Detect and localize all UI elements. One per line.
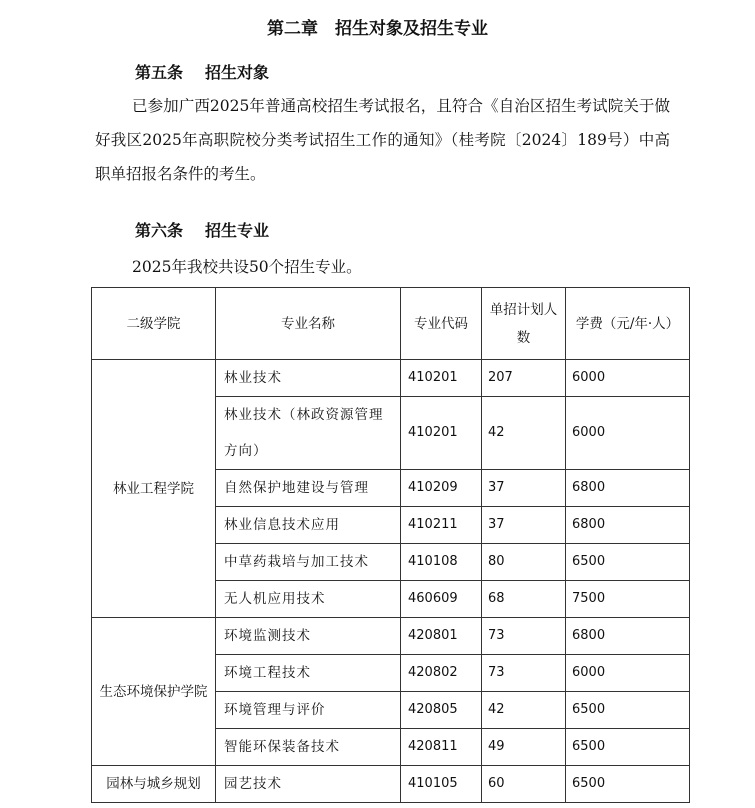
cell-tuition: 7500 [566, 581, 690, 618]
cell-plan-count: 37 [482, 470, 566, 507]
article-6-paragraph: 2025年我校共设50个招生专业。 [132, 258, 362, 276]
cell-major-code: 410105 [401, 766, 482, 803]
cell-major-code: 410108 [401, 544, 482, 581]
header-major-name: 专业名称 [216, 288, 401, 360]
cell-major-name: 园艺技术 [216, 766, 401, 803]
cell-tuition: 6000 [566, 655, 690, 692]
article-6-number: 第六条 [135, 221, 184, 240]
cell-tuition: 6800 [566, 507, 690, 544]
header-college: 二级学院 [92, 288, 216, 360]
cell-tuition: 6000 [566, 397, 690, 470]
chapter-title: 第二章 招生对象及招生专业 [267, 19, 488, 39]
cell-major-name: 林业信息技术应用 [216, 507, 401, 544]
cell-major-name: 自然保护地建设与管理 [216, 470, 401, 507]
cell-major-code: 420805 [401, 692, 482, 729]
cell-plan-count: 73 [482, 618, 566, 655]
cell-major-code: 410211 [401, 507, 482, 544]
cell-major-name: 林业技术 [216, 360, 401, 397]
cell-major-name: 林业技术（林政资源管理方向） [216, 397, 401, 470]
major-table [91, 287, 690, 803]
cell-tuition: 6000 [566, 360, 690, 397]
cell-major-code: 410201 [401, 397, 482, 470]
article-5-number: 第五条 [135, 63, 184, 82]
article-6-heading [135, 218, 269, 241]
article-5-heading [135, 60, 269, 83]
cell-major-code: 410201 [401, 360, 482, 397]
cell-plan-count: 80 [482, 544, 566, 581]
cell-plan-count: 37 [482, 507, 566, 544]
cell-tuition: 6800 [566, 470, 690, 507]
cell-plan-count: 68 [482, 581, 566, 618]
cell-tuition: 6500 [566, 692, 690, 729]
table-header-row [92, 288, 690, 360]
cell-major-name: 环境管理与评价 [216, 692, 401, 729]
table-row [92, 618, 690, 655]
cell-plan-count: 60 [482, 766, 566, 803]
cell-college: 园林与城乡规划 [92, 766, 216, 803]
cell-major-name: 智能环保装备技术 [216, 729, 401, 766]
cell-major-code: 460609 [401, 581, 482, 618]
table-body [92, 360, 690, 803]
article-5-paragraph: 已参加广西2025年普通高校招生考试报名，且符合《自治区招生考试院关于做好我区2025年高职院校分类考试招生工作的通知》（桂考院〔2024〕189号）中高职单招报名条件的考生。 [95, 97, 670, 183]
cell-tuition: 6800 [566, 618, 690, 655]
cell-major-code: 420802 [401, 655, 482, 692]
cell-tuition: 6500 [566, 766, 690, 803]
table-row [92, 360, 690, 397]
cell-tuition: 6500 [566, 729, 690, 766]
cell-major-name: 中草药栽培与加工技术 [216, 544, 401, 581]
header-major-code: 专业代码 [401, 288, 482, 360]
cell-college: 林业工程学院 [92, 360, 216, 618]
table-row [92, 766, 690, 803]
cell-plan-count: 207 [482, 360, 566, 397]
cell-major-code: 410209 [401, 470, 482, 507]
header-plan-count: 单招计划人数 [482, 288, 566, 360]
cell-plan-count: 49 [482, 729, 566, 766]
cell-major-name: 无人机应用技术 [216, 581, 401, 618]
cell-plan-count: 42 [482, 397, 566, 470]
cell-major-name: 环境工程技术 [216, 655, 401, 692]
header-tuition: 学费（元/年·人） [566, 288, 690, 360]
cell-major-name: 环境监测技术 [216, 618, 401, 655]
cell-plan-count: 73 [482, 655, 566, 692]
article-5-title: 招生对象 [205, 63, 270, 82]
cell-tuition: 6500 [566, 544, 690, 581]
cell-major-code: 420801 [401, 618, 482, 655]
cell-major-code: 420811 [401, 729, 482, 766]
cell-plan-count: 42 [482, 692, 566, 729]
cell-college: 生态环境保护学院 [92, 618, 216, 766]
article-6-title: 招生专业 [205, 221, 270, 240]
